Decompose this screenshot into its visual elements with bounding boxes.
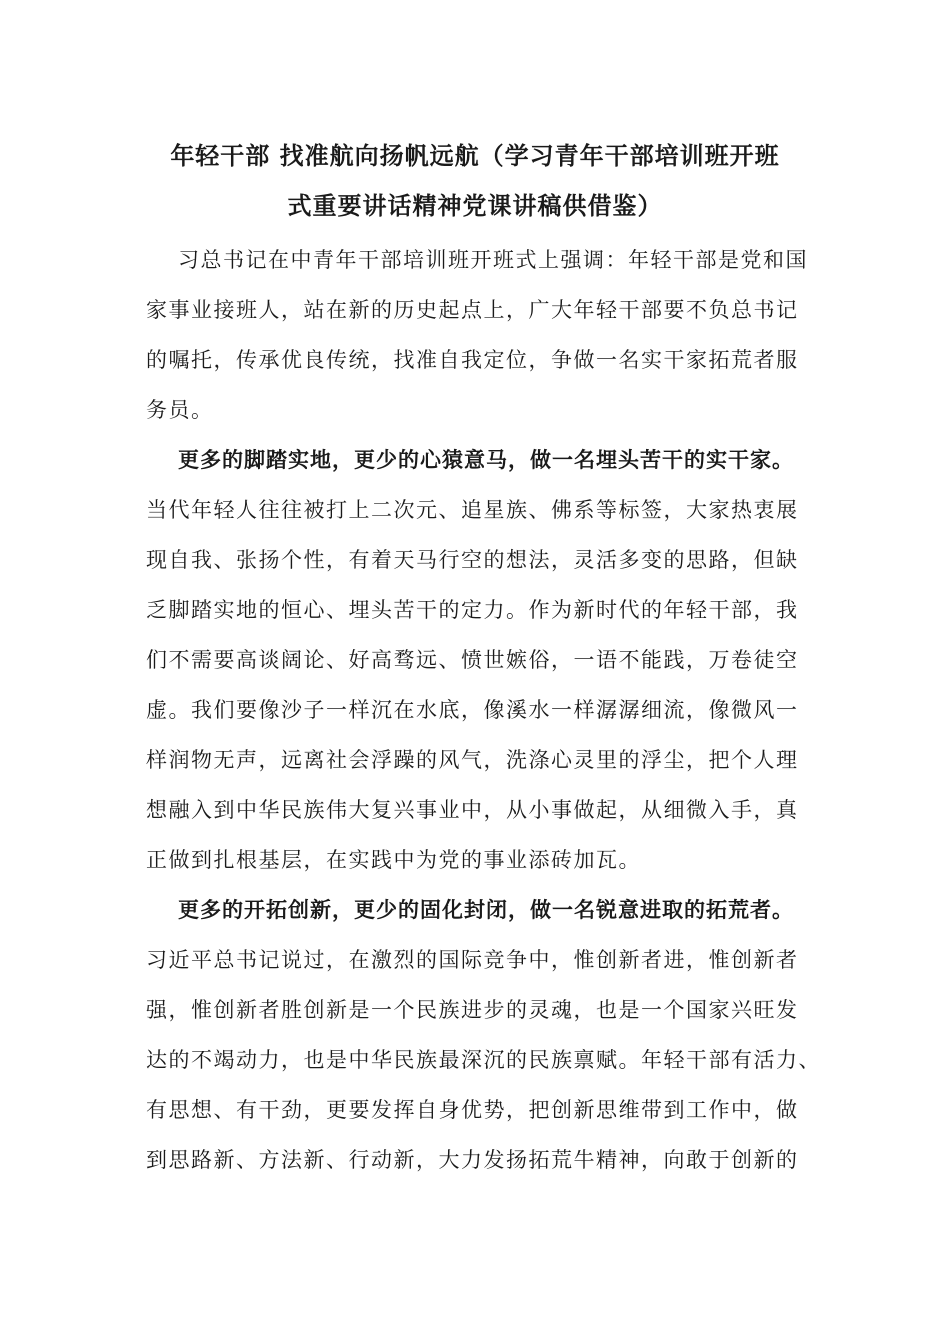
title-line-1: 年轻干部 找准航向扬帆远航（学习青年干部培训班开班 (170, 141, 780, 170)
paragraph-line: 现自我、张扬个性，有着天马行空的想法，灵活多变的思路，但缺 (146, 548, 799, 572)
paragraph-line: 强，惟创新者胜创新是一个民族进步的灵魂，也是一个国家兴旺发 (146, 998, 799, 1022)
paragraph-line: 虚。我们要像沙子一样沉在水底，像溪水一样潺潺细流，像微风一 (146, 698, 799, 722)
paragraph-line: 家事业接班人，站在新的历史起点上，广大年轻干部要不负总书记 (146, 298, 799, 322)
paragraph-line: 想融入到中华民族伟大复兴事业中，从小事做起，从细微入手，真 (146, 798, 799, 822)
paragraph-line: 乏脚踏实地的恒心、埋头苦干的定力。作为新时代的年轻干部，我 (146, 598, 799, 622)
paragraph-line: 达的不竭动力，也是中华民族最深沉的民族禀赋。年轻干部有活力、 (146, 1048, 821, 1072)
section-pragmatist (146, 435, 806, 885)
paragraph-line: 习总书记在中青年干部培训班开班式上强调：年轻干部是党和国 (178, 248, 808, 272)
paragraph-intro (146, 235, 806, 435)
document-title (140, 131, 810, 231)
paragraph-line: 有思想、有干劲，更要发挥自身优势，把创新思维带到工作中，做 (146, 1098, 799, 1122)
paragraph-line: 到思路新、方法新、行动新，大力发扬拓荒牛精神，向敢于创新的 (146, 1148, 799, 1172)
section-heading: 更多的开拓创新，更少的固化封闭，做一名锐意进取的拓荒者。 (178, 897, 794, 922)
paragraph-line: 正做到扎根基层，在实践中为党的事业添砖加瓦。 (146, 848, 641, 872)
paragraph-line: 的嘱托，传承优良传统，找准自我定位，争做一名实干家拓荒者服 (146, 348, 799, 372)
paragraph-line: 们不需要高谈阔论、好高骛远、愤世嫉俗，一语不能践，万卷徒空 (146, 648, 799, 672)
paragraph-line: 当代年轻人往往被打上二次元、追星族、佛系等标签，大家热衷展 (146, 498, 799, 522)
paragraph-line: 习近平总书记说过，在激烈的国际竞争中，惟创新者进，惟创新者 (146, 948, 799, 972)
title-line-2: 式重要讲话精神党课讲稿供借鉴） (287, 191, 663, 220)
section-pioneer (146, 885, 821, 1185)
paragraph-line: 务员。 (146, 398, 214, 422)
paragraph-line: 样润物无声，远离社会浮躁的风气，洗涤心灵里的浮尘，把个人理 (146, 748, 799, 772)
section-heading: 更多的脚踏实地，更少的心猿意马，做一名埋头苦干的实干家。 (178, 447, 794, 472)
document-body (146, 235, 821, 1185)
